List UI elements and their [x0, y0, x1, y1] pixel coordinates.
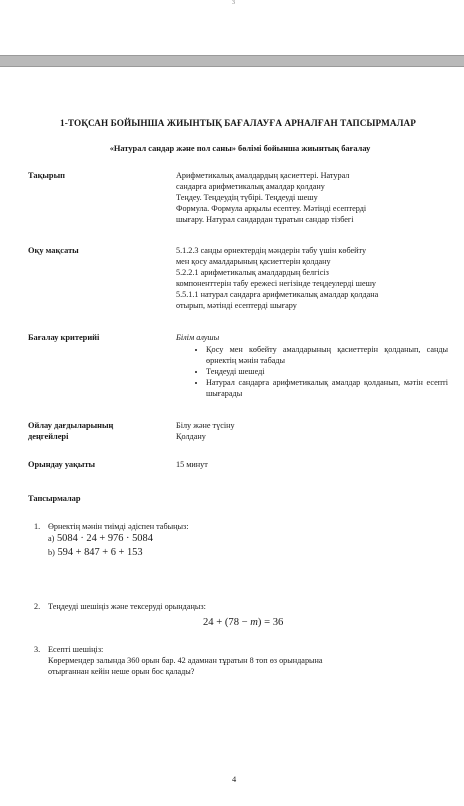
task-2-equation — [203, 617, 283, 628]
criteria-value — [176, 332, 448, 399]
topic-line: Теңдеу. Теңдеудің түбірі. Теңдеуді шешу — [176, 193, 318, 202]
skill-line: Білу және түсіну — [176, 421, 235, 430]
task-2 — [34, 601, 448, 612]
criteria-intro: Білім алушы — [176, 333, 220, 342]
goal-line: отырып, мәтінді есептерді шығару — [176, 301, 297, 310]
equation-right: ) = 36 — [257, 617, 284, 628]
thinking-skills-value — [176, 420, 448, 442]
tasks-heading: Тапсырмалар — [28, 494, 81, 503]
goal-line: мен қосу амалдарының қасиеттерін қолдану — [176, 257, 331, 266]
task-1b — [48, 546, 448, 560]
topic-line: шығару. Натурал сандардан тұратын сандар тізбегі — [176, 215, 354, 224]
previous-page-number: 3 — [232, 0, 235, 6]
topic-value — [176, 170, 448, 225]
task-number: 2. — [34, 602, 41, 611]
page-separator — [0, 55, 464, 67]
thinking-skills-label-line: Ойлау дағдыларының — [28, 421, 114, 430]
page-number: 4 — [232, 775, 237, 784]
document-title: 1-ТОҚСАН БОЙЫНША ЖИЫНТЫҚ БАҒАЛАУҒА АРНАЛҒАН ТАПСЫРМАЛАР — [60, 118, 416, 128]
learning-goals-label: Оқу мақсаты — [28, 246, 79, 255]
learning-goals-value — [176, 245, 448, 311]
task-1 — [34, 521, 448, 560]
task-1a-label: a) — [48, 534, 55, 543]
criteria-item: • Натурал сандарға арифметикалық амалдар қолданып, мәтін есепті шығарады — [206, 377, 448, 399]
thinking-skills-label-line: деңгейлері — [28, 432, 69, 441]
task-3 — [34, 644, 448, 677]
topic-line: Формула. Формула арқылы есептеу. Мәтінді есептерді — [176, 204, 367, 213]
task-text: Есепті шешіңіз: — [48, 645, 104, 654]
goal-line: компоненттерін табу ережесі негізінде теңдеулерді шешу — [176, 279, 376, 288]
goal-line: 5.1.2.3 санды өрнектердің мәндерін табу үшін көбейту — [176, 246, 367, 255]
page-top-margin — [0, 0, 464, 55]
criteria-item: • Қосу мен көбейту амалдарының қасиеттерін қолданып, санды өрнектің мәнін табады — [206, 344, 448, 366]
task-3-problem-line: отырғаннан кейін неше орын бос қалады? — [48, 667, 195, 676]
goal-line: 5.5.1.1 натурал сандарға арифметикалық амалдар қолдана — [176, 290, 379, 299]
topic-line: Арифметикалық амалдардың қасиеттері. Натурал — [176, 171, 350, 180]
criteria-item: • Теңдеуді шешеді — [206, 366, 448, 377]
task-1b-expression: 594 + 847 + 6 + 153 — [57, 547, 143, 558]
equation-variable: m — [250, 617, 258, 628]
document-subtitle: «Натурал сандар және пол саны» бөлімі бойынша жиынтық бағалау — [109, 144, 371, 153]
criteria-list — [176, 344, 448, 399]
goal-line: 5.2.2.1 арифметикалық амалдардың белгісіз — [176, 268, 329, 277]
equation-left: 24 + (78 − — [203, 617, 251, 628]
task-text: Өрнектің мәнін тиімді әдіспен табыңыз: — [48, 522, 189, 531]
skill-line: Қолдану — [176, 432, 206, 441]
task-number: 1. — [34, 522, 41, 531]
task-3-problem-line: Көрермендер залында 360 орын бар. 42 адамнан тұратын 8 топ өз орындарына — [48, 656, 323, 665]
topic-line: сандарға арифметикалық амалдар қолдану — [176, 182, 325, 191]
task-1a — [48, 532, 448, 546]
task-1a-expression: 5084 · 24 + 976 · 5084 — [56, 533, 153, 544]
task-number: 3. — [34, 645, 41, 654]
task-1b-label: b) — [48, 548, 55, 557]
task-text: Теңдеуді шешіңіз және тексеруді орындаңыз: — [48, 602, 206, 611]
topic-label: Тақырып — [28, 171, 65, 180]
criteria-label: Бағалау критерийі — [28, 333, 100, 342]
duration-value: 15 минут — [176, 460, 208, 469]
thinking-skills-label — [28, 420, 113, 442]
duration-label: Орындау уақыты — [28, 460, 96, 469]
